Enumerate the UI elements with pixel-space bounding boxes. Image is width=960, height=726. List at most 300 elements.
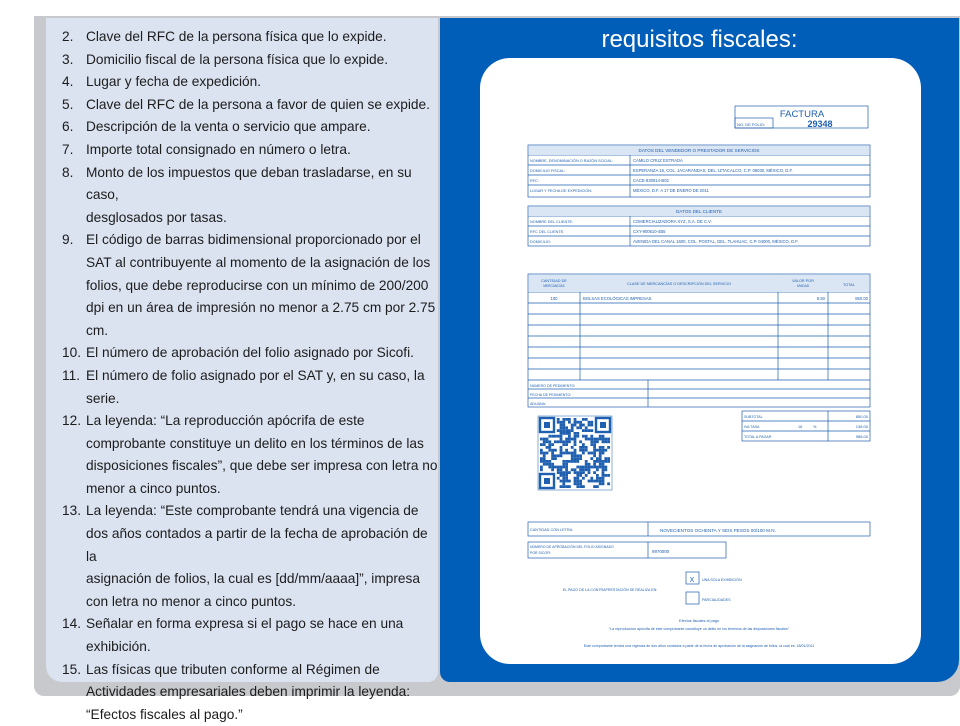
qr-module: [571, 424, 574, 427]
qr-module: [557, 477, 560, 480]
qty-header: MERCANCÍAS: [543, 284, 565, 288]
qr-module: [602, 474, 605, 477]
qr-module: [562, 480, 565, 483]
qr-module: [551, 457, 554, 460]
qr-module: [593, 438, 596, 441]
qr-module: [579, 454, 582, 457]
seller-label: LUGAR Y FECHA DE EXPEDICIÓN:: [530, 189, 593, 193]
qr-module: [585, 446, 588, 449]
qr-module: [546, 463, 549, 466]
item-unit: 8.50: [816, 296, 825, 301]
qr-module: [565, 463, 568, 466]
qr-module: [574, 440, 577, 443]
qr-module: [607, 460, 610, 463]
qr-module: [607, 446, 610, 449]
qr-module: [579, 446, 582, 449]
qr-module: [562, 421, 565, 424]
qr-module: [543, 463, 546, 466]
qr-module: [554, 440, 557, 443]
qr-module: [576, 435, 579, 438]
item-total: 850.00: [855, 296, 868, 301]
qr-module: [593, 466, 596, 469]
qr-module: [599, 482, 602, 485]
qr-module: [543, 460, 546, 463]
qr-module: [571, 454, 574, 457]
qr-module: [576, 485, 579, 488]
legend-effects: Efectos fiscales al pago: [679, 619, 719, 623]
qr-module: [560, 454, 563, 457]
requirement-number: 5.: [62, 96, 74, 112]
qr-module: [602, 438, 605, 441]
qr-module: [562, 485, 565, 488]
qr-module: [590, 421, 593, 424]
qr-module: [585, 418, 588, 421]
requirement-item: [58, 49, 438, 72]
qr-module: [607, 440, 610, 443]
seller-value: ESPERANZA 16, COL. JACARANDAS, DEL. IZTACALCO, C.P. 06030, MÉXICO, D.F.: [633, 168, 793, 173]
payment-label: EL PAGO DE LA CONTRAPRESTACIÓN SE REALIZA EN:: [562, 588, 658, 592]
qr-module: [576, 471, 579, 474]
qr-module: [546, 440, 549, 443]
qr-module: [565, 474, 568, 477]
qr-module: [568, 438, 571, 441]
qr-module: [588, 452, 591, 455]
qr-module: [565, 466, 568, 469]
requirement-number: 14.: [62, 616, 82, 632]
qr-module: [540, 449, 543, 452]
qr-module: [574, 452, 577, 455]
qr-module: [602, 435, 605, 438]
requirement-item: [58, 94, 438, 117]
qr-module: [585, 426, 588, 429]
qr-module: [565, 480, 568, 483]
qr-module: [562, 482, 565, 485]
client-label: NOMBRE DEL CLIENTE:: [530, 220, 574, 224]
qr-module: [557, 471, 560, 474]
requirement-item: [58, 229, 438, 342]
qr-module: [576, 477, 579, 480]
qr-module: [576, 432, 579, 435]
qr-module: [540, 438, 543, 441]
qr-module: [604, 468, 607, 471]
qr-module: [565, 438, 568, 441]
qr-module: [574, 471, 577, 474]
qr-module: [554, 466, 557, 469]
qr-module: [602, 482, 605, 485]
qr-module: [574, 421, 577, 424]
qr-module: [554, 457, 557, 460]
client-value: AVENIDA DEL CANAL 1600, COL. POSTAL, DEL. TLAHUAC, C.P. 04000, MÉXICO, D.F.: [633, 239, 799, 244]
requirement-text: Clave del RFC de la persona a favor de quien se expide.: [86, 96, 430, 112]
qr-module: [593, 449, 596, 452]
qr-module: [579, 426, 582, 429]
qr-module: [576, 457, 579, 460]
qr-module: [590, 452, 593, 455]
requirement-number: 12.: [62, 413, 82, 429]
qr-module: [599, 452, 602, 455]
qr-module: [560, 424, 563, 427]
qr-module: [593, 463, 596, 466]
qr-module: [565, 443, 568, 446]
partial-payment-checkbox: [686, 592, 699, 604]
qr-module: [585, 463, 588, 466]
qr-module: [593, 471, 596, 474]
qr-module: [560, 421, 563, 424]
qr-module: [560, 480, 563, 483]
qr-module: [540, 443, 543, 446]
qr-module: [590, 443, 593, 446]
legend-validity: Este comprobante tendrá una vigencia de dos años contados a partir de la fecha de aprobación de la asignación de folios, la cual es: 18/01/2011: [583, 644, 815, 648]
qr-module: [565, 477, 568, 480]
qr-module: [576, 482, 579, 485]
requirement-text: cm.: [86, 322, 109, 338]
requirement-text: SAT al contribuyente al momento de la asignación de los: [86, 254, 431, 270]
approval-label: POR SICOFI:: [530, 551, 552, 555]
qr-module: [543, 454, 546, 457]
qr-module: [579, 468, 582, 471]
iva-label: IVA TASA: [744, 425, 760, 429]
qr-module: [593, 443, 596, 446]
requirement-number: 13.: [62, 503, 82, 519]
qr-module: [585, 449, 588, 452]
qr-module: [602, 480, 605, 483]
qr-module: [576, 454, 579, 457]
qr-module: [607, 457, 610, 460]
qr-module: [568, 480, 571, 483]
qr-module: [551, 449, 554, 452]
qr-module: [560, 449, 563, 452]
total-label: TOTAL A PAGAR: [744, 435, 772, 439]
qr-module: [588, 463, 591, 466]
qr-module: [582, 452, 585, 455]
qr-module: [568, 460, 571, 463]
qr-module: [596, 440, 599, 443]
qr-module: [582, 435, 585, 438]
qr-module: [579, 485, 582, 488]
requirement-text: Descripción de la venta o servicio que ampare.: [86, 119, 371, 135]
qr-module: [585, 438, 588, 441]
qr-module: [607, 482, 610, 485]
qr-module: [540, 457, 543, 460]
qr-module: [576, 480, 579, 483]
qr-module: [576, 466, 579, 469]
qr-module: [568, 432, 571, 435]
subtotal-label: SUBTOTAL: [744, 415, 763, 419]
iva-rate: 16: [798, 425, 803, 429]
requirement-item: [58, 71, 438, 94]
iva-percent: %: [813, 425, 817, 429]
requirement-item: [58, 139, 438, 162]
requirement-text: Clave del RFC de la persona física que lo expide.: [86, 29, 387, 44]
qr-module: [579, 440, 582, 443]
qr-module: [604, 440, 607, 443]
qr-module: [565, 471, 568, 474]
qr-module: [574, 449, 577, 452]
qr-module: [593, 460, 596, 463]
qr-module: [565, 460, 568, 463]
qr-module: [596, 460, 599, 463]
qr-module: [560, 438, 563, 441]
qr-module: [582, 466, 585, 469]
qr-module: [562, 477, 565, 480]
qr-module: [571, 457, 574, 460]
qr-module: [568, 418, 571, 421]
qr-module: [588, 466, 591, 469]
qr-module: [562, 432, 565, 435]
qr-module: [568, 471, 571, 474]
qr-module: [551, 463, 554, 466]
seller-label: DOMICILIO FISCAL:: [530, 169, 566, 173]
qr-module: [579, 457, 582, 460]
requirement-number: 3.: [62, 51, 74, 67]
amount-letter-value: NOVECIENTOS OCHENTA Y SEIS PESOS 00/100 M.N.: [660, 528, 776, 533]
qr-module: [582, 429, 585, 432]
qr-module: [571, 446, 574, 449]
qr-module: [604, 466, 607, 469]
qr-module: [602, 477, 605, 480]
qr-module: [565, 468, 568, 471]
qr-module: [596, 474, 599, 477]
requirement-text: “Efectos fiscales al pago.”: [86, 706, 243, 722]
requirement-text: Lugar y fecha de expedición.: [86, 74, 262, 90]
qr-module: [582, 446, 585, 449]
qr-module: [602, 468, 605, 471]
qr-module: [543, 440, 546, 443]
qr-module: [596, 485, 599, 488]
qr-module: [602, 466, 605, 469]
requirement-number: 15.: [62, 661, 82, 677]
qr-module: [602, 463, 605, 466]
requirement-number: 6.: [62, 119, 74, 135]
qr-module: [590, 480, 593, 483]
qr-module: [562, 418, 565, 421]
requirement-text: dos años contados a partir de la fecha de aprobación de la: [86, 526, 428, 564]
qr-module: [596, 449, 599, 452]
unit-header: UNIDAD: [796, 284, 810, 288]
qr-module: [546, 446, 549, 449]
qr-module: [554, 435, 557, 438]
qr-module: [588, 424, 591, 427]
desc-header: CLASE DE MERCANCÍAS O DESCRIPCIÓN DEL SERVICIO: [626, 282, 732, 286]
approval-value: 9970000: [652, 549, 670, 554]
qr-module: [574, 480, 577, 483]
subtotal-value: 850.00: [855, 414, 868, 419]
qr-module: [582, 418, 585, 421]
qr-module: [560, 474, 563, 477]
qr-module: [565, 426, 568, 429]
qr-module: [602, 440, 605, 443]
qr-module: [596, 477, 599, 480]
qr-module: [574, 418, 577, 421]
qr-module: [596, 480, 599, 483]
invoice-panel: [440, 18, 959, 682]
qr-module: [607, 438, 610, 441]
qr-module: [602, 471, 605, 474]
client-value: COMERCIALIZADORA XYZ, S.A. DE C.V.: [633, 219, 712, 224]
qr-module: [576, 460, 579, 463]
qr-module: [604, 457, 607, 460]
qr-module: [560, 471, 563, 474]
qr-module: [562, 426, 565, 429]
qr-module: [579, 482, 582, 485]
qr-module: [602, 449, 605, 452]
qr-module: [571, 468, 574, 471]
qr-module: [557, 435, 560, 438]
qr-module: [562, 424, 565, 427]
qr-module: [596, 468, 599, 471]
qr-module: [588, 480, 591, 483]
qr-module: [590, 466, 593, 469]
qr-module: [562, 440, 565, 443]
qr-module: [602, 452, 605, 455]
qr-module: [568, 440, 571, 443]
client-header: DATOS DEL CLIENTE: [675, 209, 723, 214]
total-header: TOTAL: [843, 283, 855, 287]
qr-module: [551, 435, 554, 438]
requirement-text: La leyenda: “La reproducción apócrifa de este: [86, 413, 365, 429]
qr-module: [540, 460, 543, 463]
qr-module: [557, 468, 560, 471]
seller-value: CACE-830914-B02: [633, 178, 669, 183]
requirement-number: 11.: [62, 367, 81, 383]
qr-module: [562, 463, 565, 466]
qr-module: [574, 477, 577, 480]
qr-module: [551, 443, 554, 446]
qr-module: [565, 429, 568, 432]
requirement-item: [58, 613, 438, 658]
qr-module: [599, 480, 602, 483]
qr-module: [540, 468, 543, 471]
qr-module: [557, 429, 560, 432]
qr-module: [590, 440, 593, 443]
qr-code: [538, 416, 612, 490]
seller-label: NOMBRE, DENOMINACIÓN O RAZÓN SOCIAL:: [530, 159, 614, 163]
qr-module: [588, 438, 591, 441]
requirement-text: Importe total consignado en número o letra.: [86, 141, 351, 157]
qr-module: [599, 463, 602, 466]
qr-module: [604, 474, 607, 477]
requirement-item: [58, 162, 438, 230]
invoice-title: FACTURA: [779, 109, 825, 120]
qr-module: [574, 435, 577, 438]
qr-module: [582, 477, 585, 480]
qr-module: [557, 466, 560, 469]
qr-module: [579, 449, 582, 452]
qr-module: [590, 429, 593, 432]
qr-module: [560, 432, 563, 435]
qr-module: [593, 454, 596, 457]
requirement-item: [58, 116, 438, 139]
qr-module: [588, 429, 591, 432]
requirement-item: [58, 659, 438, 726]
requirement-item: [58, 500, 438, 613]
qty-header: CANTIDAD DE: [541, 279, 567, 283]
client-label: DOMICILIO:: [530, 240, 551, 244]
seller-label: RFC:: [530, 179, 539, 183]
qr-module: [543, 457, 546, 460]
requirement-item: [58, 410, 438, 500]
qr-module: [604, 438, 607, 441]
requirement-number: 10.: [62, 345, 82, 361]
customs-label: ADUANA:: [530, 402, 546, 406]
qr-module: [574, 424, 577, 427]
qr-module: [579, 424, 582, 427]
qr-module: [571, 452, 574, 455]
qr-module: [540, 452, 543, 455]
qr-module: [599, 435, 602, 438]
qr-module: [596, 466, 599, 469]
qr-module: [560, 429, 563, 432]
requirement-text: exhibición.: [86, 639, 151, 655]
items-table: [528, 274, 870, 407]
requirement-item: [58, 26, 438, 49]
requirement-text: dpi en un área de impresión no menor a 2.75 cm por 2.75: [86, 300, 436, 316]
qr-module: [548, 460, 551, 463]
requirements-list: [58, 26, 438, 726]
qr-module: [548, 435, 551, 438]
qr-module: [588, 471, 591, 474]
qr-module: [582, 424, 585, 427]
qr-module: [585, 468, 588, 471]
requirement-text: Domicilio fiscal de la persona física que lo expide.: [86, 51, 389, 67]
client-label: RFC DEL CLIENTE:: [530, 230, 565, 234]
folio-label: NO. DE FOLIO:: [737, 122, 766, 127]
requirement-text: Monto de los impuestos que deban trasladarse, en su caso,: [86, 164, 412, 203]
qr-module: [571, 426, 574, 429]
invoice-sample: [480, 58, 921, 664]
qr-module: [596, 438, 599, 441]
qr-module: [568, 452, 571, 455]
qr-module: [560, 435, 563, 438]
qr-module: [602, 460, 605, 463]
qr-module: [543, 452, 546, 455]
qr-module: [599, 449, 602, 452]
option-single: UNA SOLA EXHIBICIÓN: [702, 578, 742, 582]
qr-module: [560, 468, 563, 471]
qr-module: [562, 429, 565, 432]
qr-module: [565, 485, 568, 488]
requirement-text: El número de aprobación del folio asignado por Sicofi.: [86, 345, 414, 361]
amount-letter-label: CANTIDAD CON LETRA:: [530, 528, 574, 532]
panel-title: requisitos fiscales:: [601, 26, 798, 53]
qr-module: [599, 457, 602, 460]
qr-module: [548, 446, 551, 449]
qr-module: [565, 452, 568, 455]
requirement-item: [58, 342, 438, 365]
qr-module: [599, 477, 602, 480]
requirement-text: Actividades empresariales deben imprimir la leyenda:: [86, 684, 411, 700]
qr-module: [585, 466, 588, 469]
requirement-text: Las físicas que tributen conforme al Régimen de: [86, 661, 380, 677]
qr-module: [562, 471, 565, 474]
qr-module: [565, 418, 568, 421]
requirement-item: [58, 365, 438, 410]
qr-module: [571, 460, 574, 463]
qr-module: [590, 435, 593, 438]
qr-module: [576, 474, 579, 477]
seller-value: MÉXICO, D.F. A 17 DE ENERO DE 2011: [633, 188, 709, 193]
item-desc: BOLSAS ECOLÓGICAS IMPRESAS: [583, 296, 652, 301]
requirement-text: comprobante constituye un delito en los términos de las: [86, 435, 424, 451]
qr-module: [579, 471, 582, 474]
qr-module: [576, 426, 579, 429]
requirement-text: serie.: [86, 390, 120, 406]
qr-module: [579, 466, 582, 469]
qr-module: [562, 452, 565, 455]
iva-value: 136.00: [855, 424, 868, 429]
requirement-text: Señalar en forma expresa si el pago se hace en una: [86, 616, 404, 632]
requirement-text: folios, que debe reproducirse con un mínimo de 200/200: [86, 277, 429, 293]
